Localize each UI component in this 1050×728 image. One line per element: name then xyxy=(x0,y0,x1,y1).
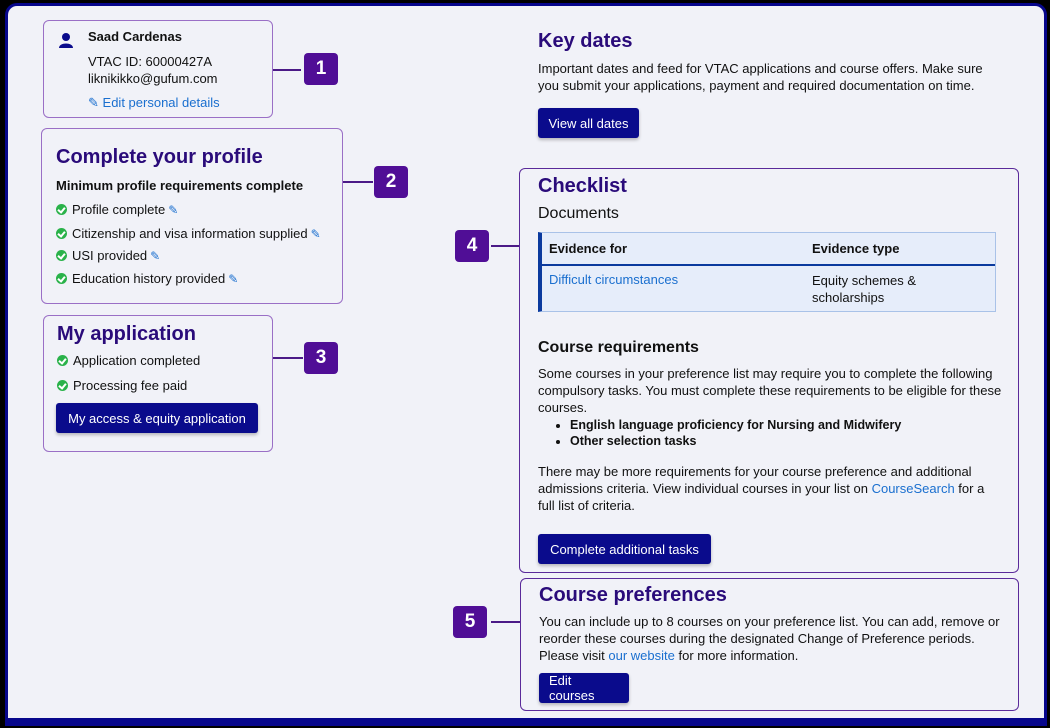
callout-connector-4 xyxy=(491,245,519,247)
complete-profile-card xyxy=(41,128,343,304)
check-circle-icon xyxy=(56,250,67,261)
check-circle-icon xyxy=(57,380,68,391)
edit-courses-button[interactable]: Edit courses xyxy=(539,673,629,703)
course-requirements-intro: Some courses in your preference list may require you to complete the following compulsory tasks. You must complete these requirements to be eligible for these courses. xyxy=(538,366,1002,415)
item-label: Application completed xyxy=(73,353,201,368)
course-requirements-outro xyxy=(538,463,1003,514)
check-circle-icon xyxy=(56,204,67,215)
callout-badge-1: 1 xyxy=(304,53,338,85)
table-header-row xyxy=(542,233,995,266)
profile-item-citizenship[interactable] xyxy=(56,226,321,241)
item-label: USI provided xyxy=(72,248,148,263)
table-row xyxy=(542,266,995,311)
checklist-card xyxy=(519,168,1019,573)
documents-heading: Documents xyxy=(538,205,619,222)
column-header-evidence-type: Evidence type xyxy=(812,241,900,256)
callout-connector-5 xyxy=(491,621,520,623)
checklist-title: Checklist xyxy=(538,175,627,197)
description-text: You can include up to 8 courses on your preference list. You can add, remove or reorder these courses during the designated Change of Preference periods. Please visit xyxy=(539,614,1000,663)
evidence-for-link[interactable]: Difficult circumstances xyxy=(549,272,679,287)
user-email: liknikikko@gufum.com xyxy=(88,71,218,86)
callout-connector-2 xyxy=(343,181,373,183)
course-requirements-heading: Course requirements xyxy=(538,339,699,356)
pencil-icon[interactable]: ✎ xyxy=(310,227,321,241)
outro-text-end: for a full list of criteria. xyxy=(538,481,985,513)
dashboard xyxy=(8,6,1044,718)
profile-item-profile-complete[interactable] xyxy=(56,202,178,217)
item-label: Profile complete xyxy=(72,202,166,217)
vtac-id: VTAC ID: 60000427A xyxy=(88,54,213,69)
key-dates-description: Important dates and feed for VTAC applications and course offers. Make sure you submit your applications, payment and required documentation on time. xyxy=(538,61,983,93)
my-application-title: My application xyxy=(57,323,196,345)
profile-requirements-subtitle: Minimum profile requirements complete xyxy=(56,178,304,193)
item-label: Processing fee paid xyxy=(73,378,188,393)
page-frame xyxy=(5,3,1047,726)
callout-badge-3: 3 xyxy=(304,342,338,374)
pencil-icon[interactable]: ✎ xyxy=(228,272,239,286)
user-name: Saad Cardenas xyxy=(88,29,182,44)
requirement-item: • Other selection tasks xyxy=(570,433,901,449)
profile-item-education[interactable] xyxy=(56,271,238,286)
key-dates-title: Key dates xyxy=(538,30,633,52)
callout-connector-3 xyxy=(273,357,303,359)
access-equity-application-button[interactable]: My access & equity application xyxy=(56,403,258,433)
outro-text: There may be more requirements for your course preference and additional admissions criteria. View individual courses in your list on xyxy=(538,464,972,496)
complete-additional-tasks-button[interactable]: Complete additional tasks xyxy=(538,534,711,564)
check-circle-icon xyxy=(56,273,67,284)
callout-badge-4: 4 xyxy=(455,230,489,262)
profile-card xyxy=(43,20,273,118)
requirements-list xyxy=(538,417,901,449)
course-preferences-card xyxy=(520,578,1019,711)
pencil-icon[interactable]: ✎ xyxy=(168,203,179,217)
my-application-card xyxy=(43,315,273,452)
evidence-type-cell: Equity schemes & scholarships xyxy=(812,273,917,305)
description-text-end: for more information. xyxy=(674,648,799,663)
item-label: Education history provided xyxy=(72,271,226,286)
pencil-icon[interactable]: ✎ xyxy=(150,249,161,263)
course-preferences-title: Course preferences xyxy=(539,584,727,606)
pencil-icon: ✎ xyxy=(88,95,99,110)
user-icon xyxy=(58,32,74,48)
item-label: Citizenship and visa information supplied xyxy=(72,226,308,241)
coursesearch-link[interactable]: CourseSearch xyxy=(871,481,955,496)
profile-item-usi[interactable] xyxy=(56,248,160,263)
complete-profile-title: Complete your profile xyxy=(56,146,263,168)
documents-table xyxy=(538,232,996,312)
check-circle-icon xyxy=(57,355,68,366)
edit-personal-details-link[interactable] xyxy=(88,95,220,111)
view-all-dates-button[interactable]: View all dates xyxy=(538,108,639,138)
edit-personal-details-label: Edit personal details xyxy=(102,95,220,110)
application-item-completed xyxy=(57,353,200,368)
our-website-link[interactable]: our website xyxy=(608,648,675,663)
application-item-fee-paid xyxy=(57,378,187,393)
callout-connector-1 xyxy=(273,69,301,71)
check-circle-icon xyxy=(56,228,67,239)
callout-badge-2: 2 xyxy=(374,166,408,198)
column-header-evidence-for: Evidence for xyxy=(549,241,628,256)
course-preferences-description xyxy=(539,613,1004,664)
requirement-item: • English language proficiency for Nursing and Midwifery xyxy=(570,417,901,433)
callout-badge-5: 5 xyxy=(453,606,487,638)
